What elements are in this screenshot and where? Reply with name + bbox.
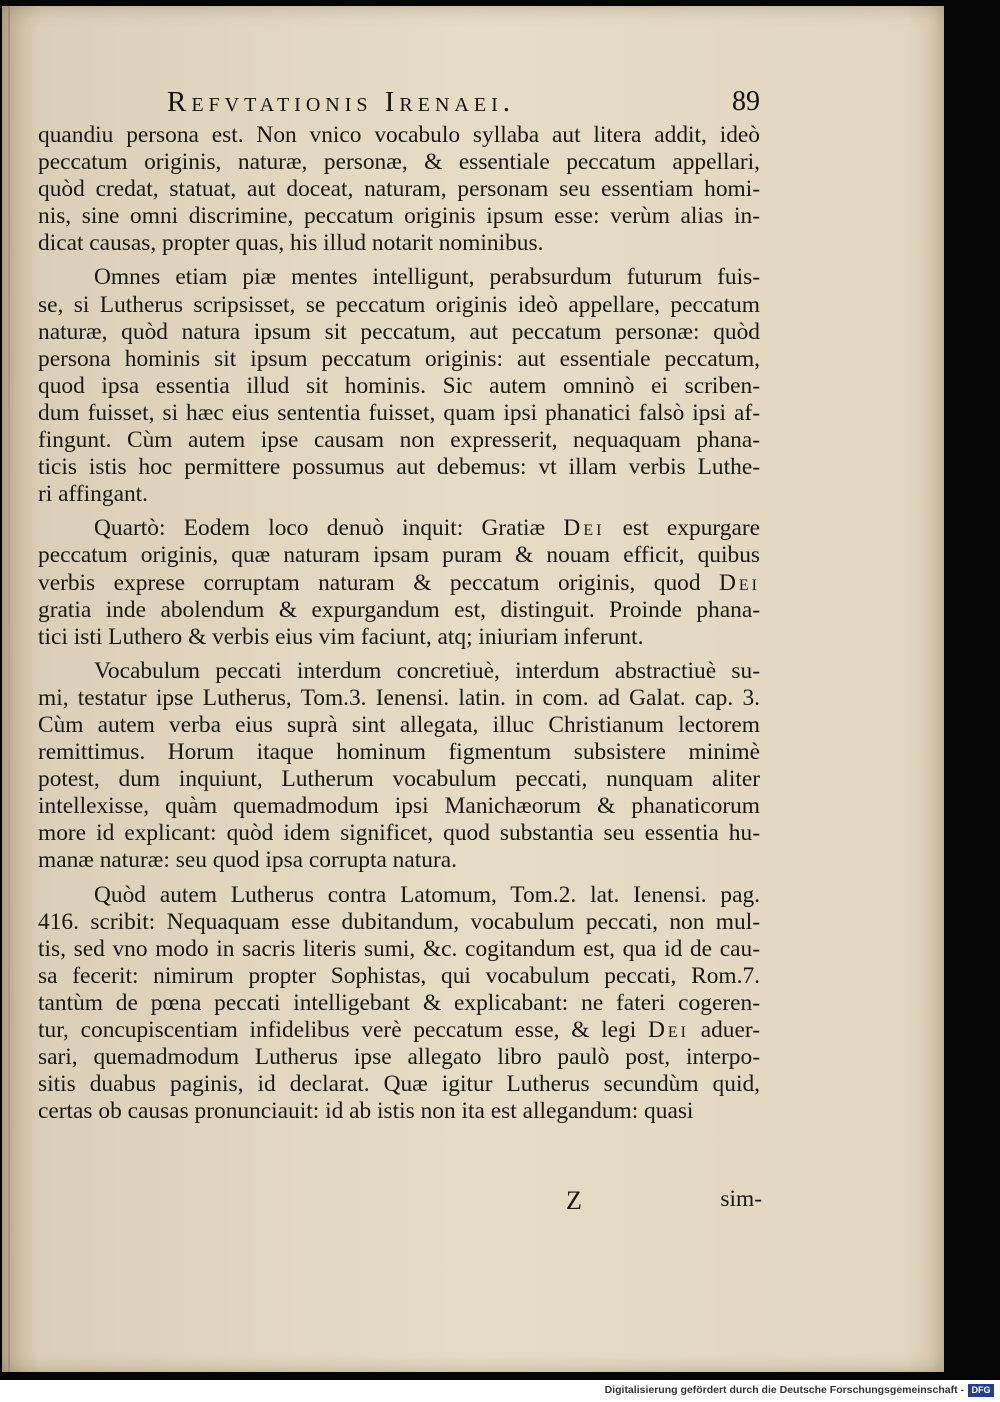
small-caps-word: Dei — [563, 515, 605, 542]
text-line: se, si Lutherus scripsisset, se peccatum originis ideò appellare, peccatum — [38, 291, 760, 318]
text-line: intellexisse, quàm quemadmodum ipsi Manichæorum & phanaticorum — [38, 793, 760, 820]
page-edge-shadow — [8, 6, 10, 1372]
paragraph — [38, 658, 760, 875]
text-line: tur, concupiscentiam infidelibus verè peccatum esse, & legi Dei aduer- — [38, 1017, 760, 1043]
text-line: Quartò: Eodem loco denuò inquit: Gratiæ Dei est expurgare — [94, 515, 760, 542]
text-line: 416. scribit: Nequaquam esse dubitandum, vocabulum peccati, non mul- — [38, 908, 760, 935]
page-footer — [562, 1186, 762, 1216]
text-line: quod ipsa essentia illud sit hominis. Sic autem omninò ei scriben- — [38, 372, 760, 399]
running-title: Refvtationis Irenaei. — [167, 86, 515, 118]
text-line: Cùm autem verba eius suprà sint allegata, illuc Christianum lectorem — [38, 711, 760, 738]
paragraph — [38, 264, 760, 508]
paragraph — [38, 122, 760, 257]
small-caps-word: Dei — [719, 569, 760, 596]
text-line: certas ob causas pronunciauit: id ab istis non ita est allegandum: quasi — [38, 1098, 694, 1125]
catchword: sim- — [720, 1186, 762, 1212]
paragraph-gap — [38, 257, 760, 264]
text-line: sari, quemadmodum Lutherus ipse allegato libro paulò post, interpo- — [38, 1044, 760, 1071]
signature-mark: Z — [566, 1186, 582, 1215]
text-line: verbis exprese corruptam naturam & peccatum originis, quod Dei — [38, 569, 760, 596]
paragraph-gap — [38, 651, 760, 658]
page-number: 89 — [732, 86, 760, 117]
text-line: sa fecerit: nimirum propter Sophistas, qui vocabulum peccati, Rom.7. — [38, 962, 760, 989]
text-line: persona hominis sit ipsum peccatum originis: aut essentiale peccatum, — [38, 345, 760, 372]
credit-bar — [0, 1380, 1000, 1402]
paragraph — [38, 515, 760, 650]
book-page — [2, 6, 944, 1372]
text-line: mi, testatur ipse Lutherus, Tom.3. Ienensi. latin. in com. ad Galat. cap. 3. — [38, 684, 760, 711]
text-line: quandiu persona est. Non vnico vocabulo syllaba aut litera addit, ideò — [38, 122, 760, 148]
text-line: dum fuisset, si hæc eius sententia fuisset, quam ipsi phanatici falsò ipsi af- — [38, 399, 760, 426]
text-line: peccatum originis, naturæ, personæ, & essentiale peccatum appellari, — [38, 149, 760, 176]
text-line: potest, dum inquiunt, Lutherum vocabulum peccati, nunquam aliter — [38, 766, 760, 793]
page-header — [162, 86, 762, 122]
text-line: Quòd autem Lutherus contra Latomum, Tom.2. lat. Ienensi. pag. — [94, 881, 760, 908]
text-line: dicat causas, propter quas, his illud notarit nominibus. — [38, 230, 544, 257]
dfg-logo: DFG — [968, 1384, 994, 1397]
text-line: Vocabulum peccati interdum concretiuè, interdum abstractiuè su- — [94, 657, 760, 684]
paragraph — [38, 882, 760, 1126]
text-line: naturæ, quòd natura ipsum sit peccatum, aut peccatum personæ: quòd — [38, 318, 760, 345]
text-line: remittimus. Horum itaque hominum figmentum subsistere minimè — [38, 739, 760, 766]
text-line: gratia inde abolendum & expurgandum est, distinguit. Proinde phana- — [38, 596, 760, 623]
text-line: sitis duabus paginis, id declarat. Quæ igitur Lutherus secundùm quid, — [38, 1071, 760, 1098]
credit-text: Digitalisierung gefördert durch die Deutsche Forschungsgemeinschaft - — [604, 1384, 964, 1396]
text-line: ri affingant. — [38, 481, 148, 508]
text-line: quòd credat, statuat, aut doceat, naturam, personam seu essentiam homi- — [38, 176, 760, 203]
text-line: fingunt. Cùm autem ipse causam non expresserit, nequaquam phana- — [38, 427, 760, 454]
text-line: tantùm de pœna peccati intelligebant & explicabant: ne fateri cogeren- — [38, 989, 760, 1016]
text-line: nis, sine omni discrimine, peccatum originis ipsum esse: verùm alias in- — [38, 203, 760, 230]
small-caps-word: Dei — [647, 1017, 689, 1043]
text-line: more id explicant: quòd idem significet, quod substantia seu essentia hu- — [38, 820, 760, 847]
text-line: Omnes etiam piæ mentes intelligunt, perabsurdum futurum fuis- — [94, 264, 760, 291]
text-line: peccatum originis, quæ naturam ipsam puram & nouam efficit, quibus — [38, 542, 760, 569]
text-line: manæ naturæ: seu quod ipsa corrupta natura. — [38, 847, 457, 874]
text-line: tis, sed vno modo in sacris literis sumi, &c. cogitandum est, qua id de cau- — [38, 935, 760, 962]
text-line: tici isti Luthero & verbis eius vim faciunt, atq; iniuriam inferunt. — [38, 623, 644, 650]
paragraph-gap — [38, 875, 760, 882]
text-line: ticis istis hoc permittere possumus aut debemus: vt illam verbis Luthe- — [38, 454, 760, 481]
paragraph-gap — [38, 508, 760, 515]
body-text — [38, 122, 760, 1125]
